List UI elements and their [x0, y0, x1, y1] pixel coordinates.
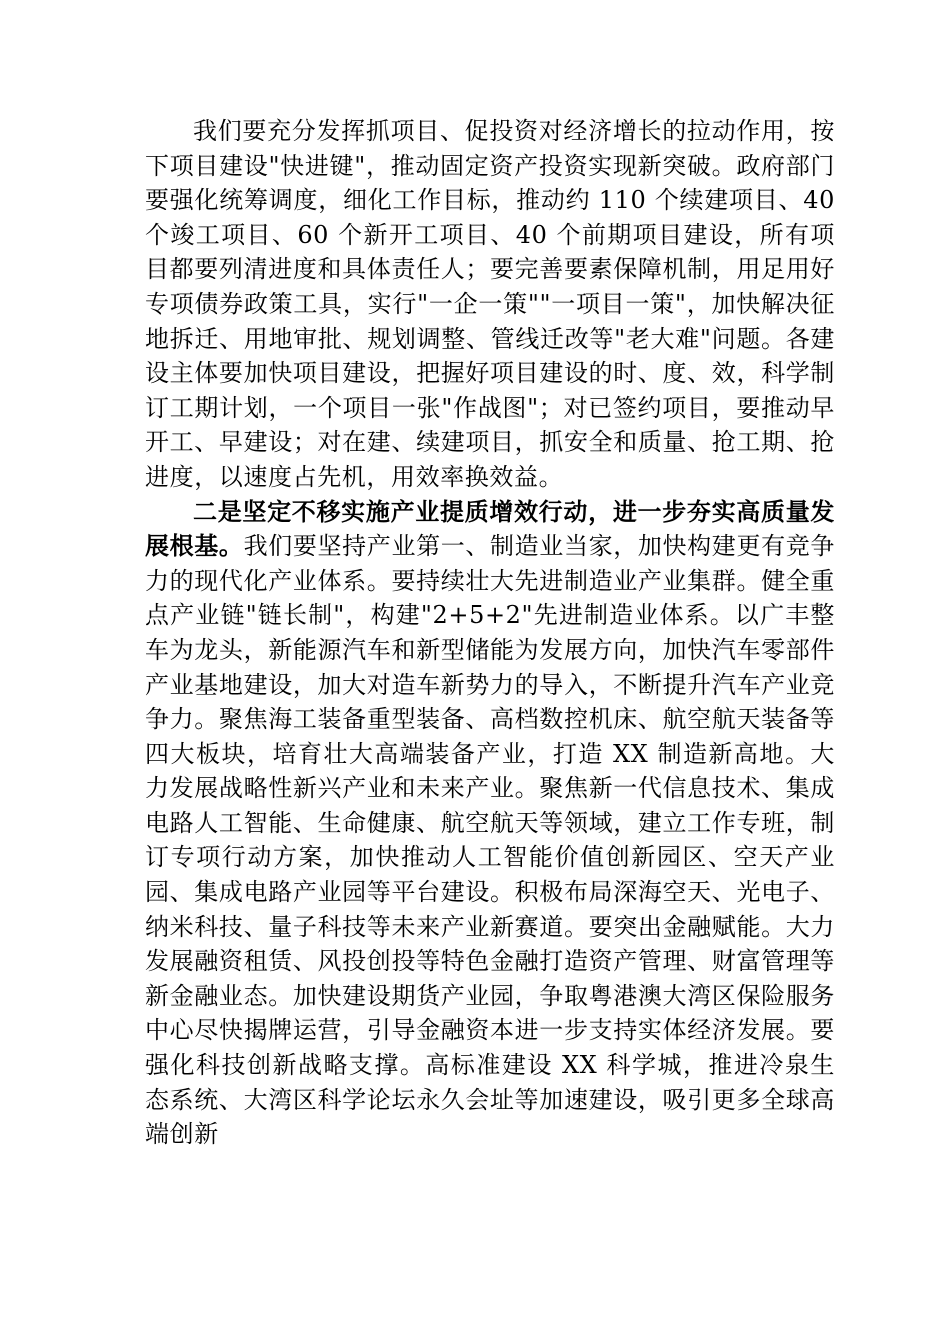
- paragraph-body-text: 我们要坚持产业第一、制造业当家，加快构建更有竞争力的现代化产业体系。要持续壮大先进制造业产业集群。健全重点产业链"链长制"，构建"2+5+2"先进制造业体系。以广丰整车为龙头，新能源汽车和新型储能为发展方向，加快汽车零部件产业基地建设，加大对造车新势力的导入，不断提升汽车产业竞争力。聚焦海工装备重型装备、高档数控机床、航空航天装备等四大板块，培育壮大高端装备产业，打造 XX 制造新高地。大力发展战略性新兴产业和未来产业。聚焦新一代信息技术、集成电路人工智能、生命健康、航空航天等领域，建立工作专班，制订专项行动方案，加快推动人工智能价值创新园区、空天产业园、集成电路产业园等平台建设。积极布局深海空天、光电子、纳米科技、量子科技等未来产业新赛道。要突出金融赋能。大力发展融资租赁、风投创投等特色金融打造资产管理、财富管理等新金融业态。加快建设期货产业园，争取粤港澳大湾区保险服务中心尽快揭牌运营，引导金融资本进一步支持实体经济发展。要强化科技创新战略支撑。高标准建设 XX 科学城，推进冷泉生态系统、大湾区科学论坛永久会址等加速建设，吸引更多全球高端创新: [145, 532, 835, 1149]
- paragraph-project-investment: [145, 114, 835, 495]
- document-page: [145, 114, 835, 1152]
- paragraph-industry-upgrade: [145, 495, 835, 1152]
- paragraph-body-text: 我们要充分发挥抓项目、促投资对经济增长的拉动作用，按下项目建设"快进键"，推动固定资产投资实现新突破。政府部门要强化统筹调度，细化工作目标，推动约 110 个续建项目、40 个竣工项目、60 个新开工项目、40 个前期项目建设，所有项目都要列清进度和具体责任人；要完善要素保障机制，用足用好专项债券政策工具，实行"一企一策""一项目一策"，加快解决征地拆迁、用地审批、规划调整、管线迁改等"老大难"问题。各建设主体要加快项目建设，把握好项目建设的时、度、效，科学制订工期计划，一个项目一张"作战图"；对已签约项目，要推动早开工、早建设；对在建、续建项目，抓安全和质量、抢工期、抢进度，以速度占先机，用效率换效益。: [145, 117, 835, 491]
- paragraph-lead-heading: 二是坚定不移实施产业提质增效行动，进一步夯实高质量发展根基。: [145, 496, 835, 561]
